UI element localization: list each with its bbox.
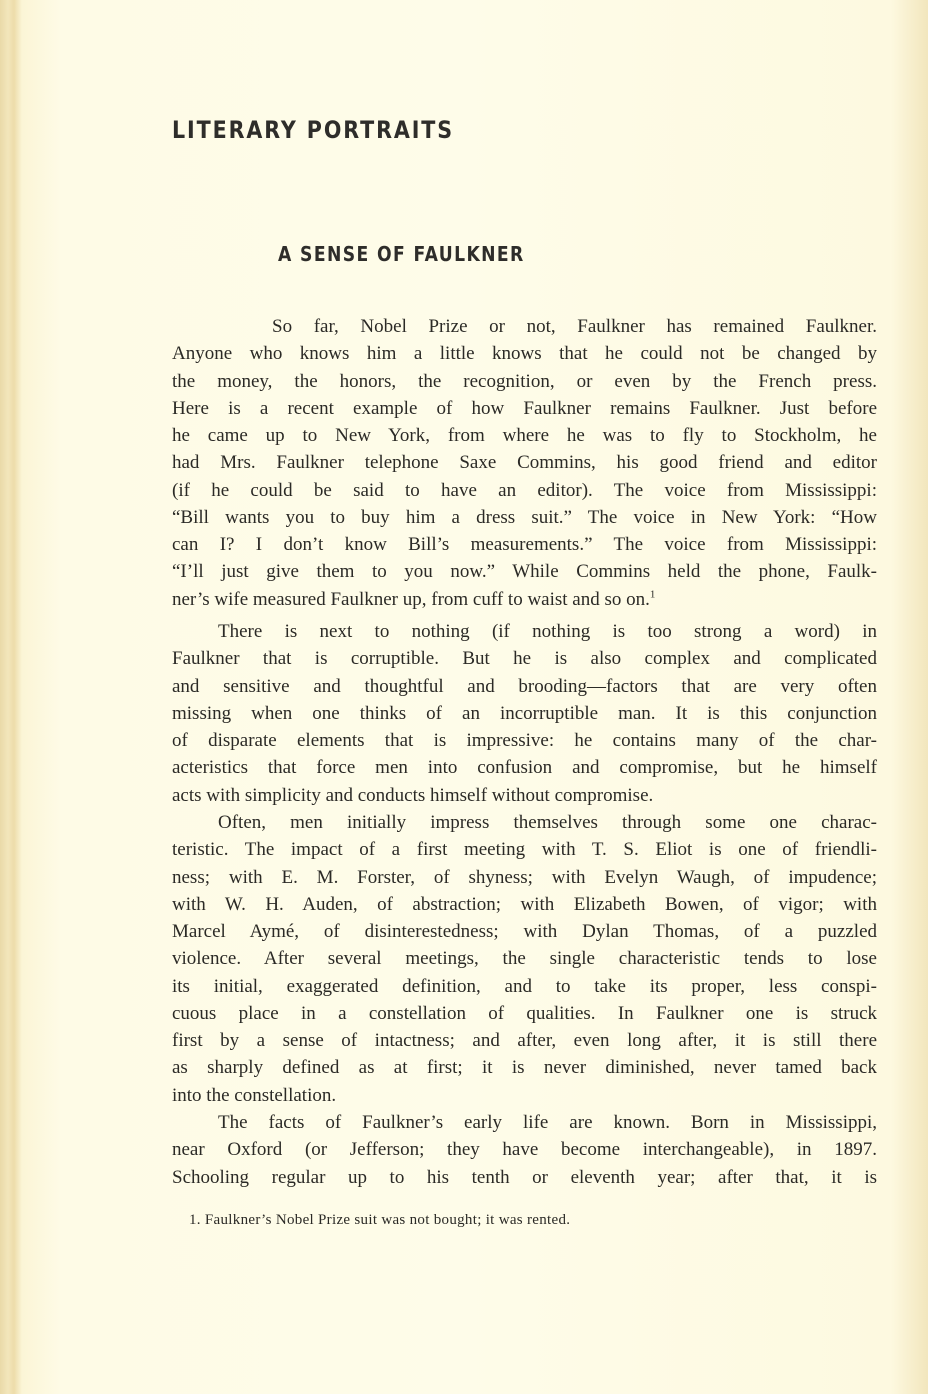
paragraph-3 <box>172 809 877 1109</box>
text-line: first by a sense of intactness; and after, even long after, it is still there <box>172 1030 877 1051</box>
text-line: cuous place in a constellation of qualities. In Faulkner one is struck <box>172 1002 877 1024</box>
text-line: Anyone who knows him a little knows that he could not be changed by <box>172 343 877 365</box>
text-line: missing when one thinks of an incorruptible man. It is this conjunction <box>172 702 877 724</box>
chapter-title: A SENSE OF FAULKNER <box>278 242 525 266</box>
text-line: So far, Nobel Prize or not, Faulkner has remained Faulkner. <box>272 316 877 337</box>
text-line: he came up to New York, from where he was to fly to Stockholm, he <box>172 425 877 446</box>
text-line: acts with simplicity and conducts himself without compromise. <box>172 784 654 806</box>
text-line: (if he could be said to have an editor). The voice from Mississippi: <box>172 479 877 501</box>
section-title: LITERARY PORTRAITS <box>172 116 455 144</box>
text-line: teristic. The impact of a first meeting with T. S. Eliot is one of friendli- <box>172 839 877 861</box>
text-line: violence. After several meetings, the single characteristic tends to lose <box>172 948 877 970</box>
text-line: There is next to nothing (if nothing is too strong a word) in <box>218 621 877 642</box>
paragraph-2 <box>172 618 877 809</box>
paragraph-1 <box>172 313 877 613</box>
footnote-mark: 1 <box>649 588 656 601</box>
text-line: near Oxford (or Jefferson; they have become interchangeable), in 1897. <box>172 1139 877 1161</box>
text-line: The facts of Faulkner’s early life are known. Born in Mississippi, <box>218 1112 877 1133</box>
text-line: ness; with E. M. Forster, of shyness; with Evelyn Waugh, of impudence; <box>172 866 877 888</box>
text-line: Here is a recent example of how Faulkner remains Faulkner. Just before <box>172 397 877 419</box>
text-line: acteristics that force men into confusion and compromise, but he himself <box>172 757 877 779</box>
footnote: 1. Faulkner’s Nobel Prize suit was not bought; it was rented. <box>189 1212 571 1228</box>
text-line: as sharply defined as at first; it is never diminished, never tamed back <box>172 1057 877 1079</box>
text-line: can I? I don’t know Bill’s measurements.” The voice from Mississippi: <box>172 534 877 555</box>
text-line: Schooling regular up to his tenth or eleventh year; after that, it is <box>172 1166 877 1188</box>
text-line: “Bill wants you to buy him a dress suit.” The voice in New York: “How <box>172 506 877 528</box>
text-line: and sensitive and thoughtful and brooding—factors that are very often <box>172 675 877 697</box>
text-line: Marcel Aymé, of disinterestedness; with Dylan Thomas, of a puzzled <box>172 921 877 942</box>
text-line: ner’s wife measured Faulkner up, from cuff to waist and so on.$^1$ <box>172 588 656 610</box>
text-line: of disparate elements that is impressive: he contains many of the char- <box>172 730 877 751</box>
text-line: its initial, exaggerated definition, and to take its proper, less conspi- <box>172 975 877 997</box>
text-line: the money, the honors, the recognition, or even by the French press. <box>172 370 877 392</box>
text-line: had Mrs. Faulkner telephone Saxe Commins, his good friend and editor <box>172 452 877 474</box>
text-line: Often, men initially impress themselves through some one charac- <box>218 812 877 833</box>
paragraph-4 <box>172 1109 877 1191</box>
text-line: “I’ll just give them to you now.” While Commins held the phone, Faulk- <box>172 561 877 583</box>
text-line: into the constellation. <box>172 1084 337 1106</box>
text-line: with W. H. Auden, of abstraction; with Elizabeth Bowen, of vigor; with <box>172 893 877 915</box>
text-line: Faulkner that is corruptible. But he is also complex and complicated <box>172 648 877 670</box>
